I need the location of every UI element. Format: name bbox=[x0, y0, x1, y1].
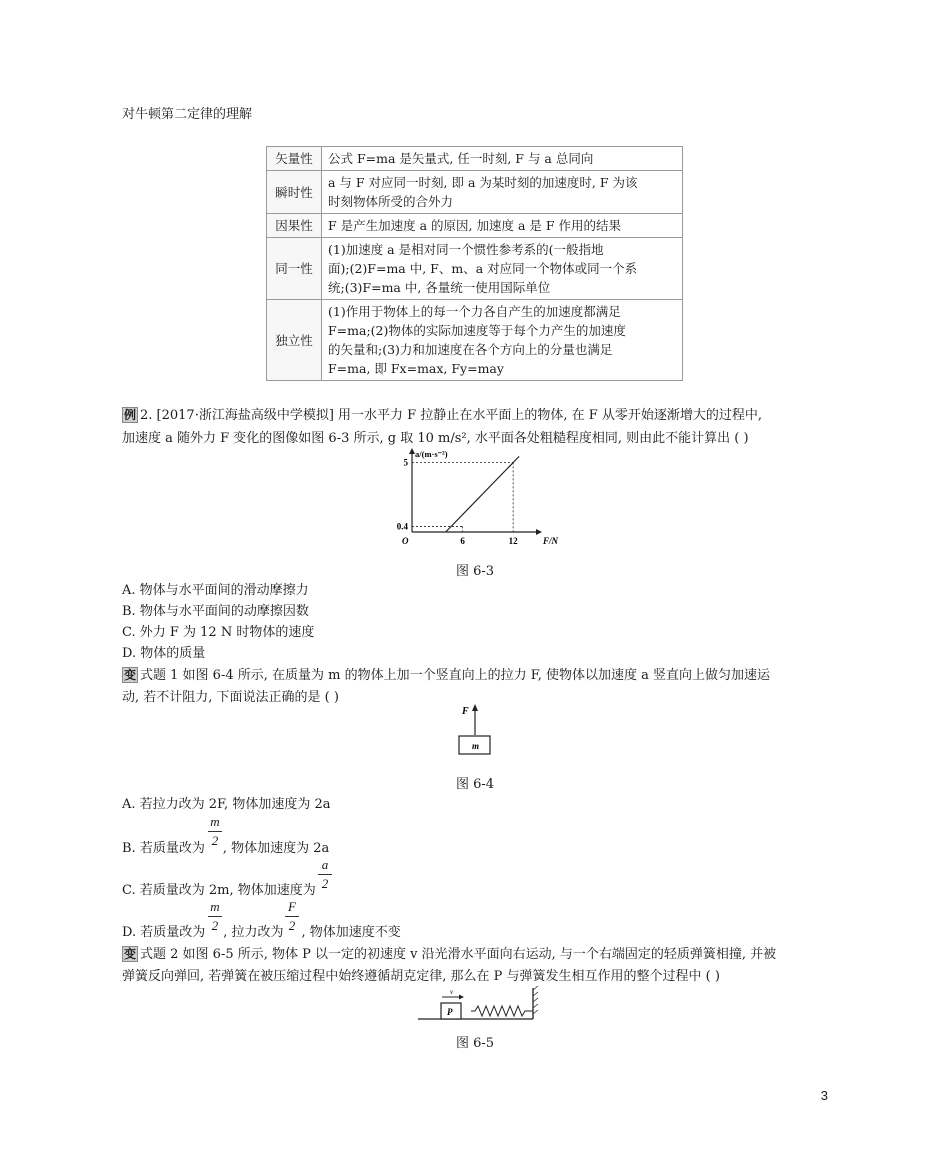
origin-label: O bbox=[402, 536, 409, 546]
example2-text1: 2. [2017·浙江海盐高级中学模拟] 用一水平力 F 拉静止在水平面上的物体, 在 F 从零开始逐渐增大的过程中, bbox=[140, 408, 763, 423]
table-row bbox=[267, 238, 683, 300]
table-value-line: 统;(3)F=ma 中, 各量统一使用国际单位 bbox=[328, 280, 551, 295]
newton-second-law-table bbox=[266, 146, 683, 381]
velocity-arrow-head bbox=[459, 995, 464, 1000]
table-value-line: 的矢量和;(3)力和加速度在各个方向上的分量也满足 bbox=[328, 342, 613, 357]
table-row bbox=[267, 171, 683, 214]
x-tick-label: 6 bbox=[460, 536, 465, 546]
table-value-line: a 与 F 对应同一时刻, 即 a 为某时刻的加速度时, F 为该 bbox=[328, 175, 638, 190]
force-arrow-head bbox=[472, 704, 478, 711]
example2-option-a: A. 物体与水平面间的滑动摩擦力 bbox=[122, 583, 309, 598]
y-tick-label: 5 bbox=[403, 457, 408, 468]
table-key-cell: 瞬时性 bbox=[267, 171, 322, 214]
table-value-cell bbox=[322, 238, 683, 300]
variant1-text1: 式题 1 如图 6-4 所示, 在质量为 m 的物体上加一个竖直向上的拉力 F, 使物体以加速度 a 竖直向上做匀加速运 bbox=[140, 668, 771, 683]
block-p-label: P bbox=[447, 1007, 453, 1017]
table-row bbox=[267, 214, 683, 238]
figure-6-5-caption: 图 6-5 bbox=[455, 1036, 495, 1051]
fraction-m-over-2-d: m 2 bbox=[208, 899, 222, 934]
variant1-option-a: A. 若拉力改为 2F, 物体加速度为 2a bbox=[122, 797, 331, 812]
x-tick-label: 12 bbox=[508, 536, 518, 546]
velocity-label: v bbox=[450, 988, 454, 996]
wall-hatching bbox=[533, 986, 538, 1014]
variant1-option-c: C. 若质量改为 2m, 物体加速度为 bbox=[122, 883, 316, 898]
example2-option-d: D. 物体的质量 bbox=[122, 646, 206, 661]
variant1-option-b: B. 若质量改为 , 物体加速度为 2a bbox=[122, 841, 330, 856]
table-value-line: 面);(2)F=ma 中, F、m、a 对应同一个物体或同一个系 bbox=[328, 261, 638, 276]
table-value-cell bbox=[322, 300, 683, 381]
example2-line2: 加速度 a 随外力 F 变化的图像如图 6-3 所示, g 取 10 m/s², 水平面各处粗糙程度相同, 则由此不能计算出 ( ) bbox=[122, 431, 749, 446]
figure-6-3-chart bbox=[380, 448, 560, 548]
table-value-line: (1)加速度 a 是相对同一个惯性参考系的(一般指地 bbox=[328, 242, 604, 257]
y-tick-label: 0.4 bbox=[396, 521, 408, 532]
example2-line1 bbox=[122, 407, 762, 425]
spring bbox=[471, 1006, 533, 1016]
variant1-line1 bbox=[122, 667, 770, 685]
x-axis-arrow bbox=[536, 529, 542, 535]
table-value-cell bbox=[322, 171, 683, 214]
table-row bbox=[267, 300, 683, 381]
fraction-f-over-2: F 2 bbox=[285, 899, 299, 934]
variant2-line1 bbox=[122, 946, 776, 964]
force-label: F bbox=[462, 706, 469, 717]
section-title: 对牛顿第二定律的理解 bbox=[122, 107, 253, 122]
figure-6-4-caption: 图 6-4 bbox=[455, 777, 495, 792]
table-value-line: (1)作用于物体上的每一个力各自产生的加速度都满足 bbox=[328, 304, 621, 319]
variant1-option-d: D. 若质量改为 , 拉力改为 , 物体加速度不变 bbox=[122, 925, 401, 940]
variant2-text1: 式题 2 如图 6-5 所示, 物体 P 以一定的初速度 v 沿光滑水平面向右运动, 与一个右端固定的轻质弹簧相撞, 并被 bbox=[140, 947, 777, 962]
page-number: 3 bbox=[820, 1088, 828, 1103]
table-value-line: 公式 F=ma 是矢量式, 任一时刻, F 与 a 总同向 bbox=[328, 151, 594, 166]
table-key-cell: 独立性 bbox=[267, 300, 322, 381]
table-row bbox=[267, 147, 683, 171]
fraction-a-over-2: a 2 bbox=[318, 857, 332, 892]
table-value-line: F=ma, 即 Fx=max, Fy=may bbox=[328, 361, 504, 376]
series-line bbox=[446, 456, 519, 532]
figure-6-4-diagram bbox=[450, 700, 500, 760]
variant2-line2: 弹簧反向弹回, 若弹簧在被压缩过程中始终遵循胡克定律, 那么在 P 与弹簧发生相互作用的整个过程中 ( ) bbox=[122, 969, 720, 984]
table-key-cell: 因果性 bbox=[267, 214, 322, 238]
figure-6-3-caption: 图 6-3 bbox=[455, 564, 495, 579]
fraction-m-over-2-b: m 2 bbox=[208, 814, 222, 849]
variant-tag-2: 变 bbox=[124, 947, 137, 961]
table-key-cell: 同一性 bbox=[267, 238, 322, 300]
table-value-line: F 是产生加速度 a 的原因, 加速度 a 是 F 作用的结果 bbox=[328, 218, 622, 233]
mass-label: m bbox=[472, 741, 480, 751]
figure-6-5-diagram bbox=[415, 984, 540, 1024]
table-value-line: 时刻物体所受的合外力 bbox=[328, 194, 454, 209]
table-value-cell bbox=[322, 214, 683, 238]
example2-option-b: B. 物体与水平面间的动摩擦因数 bbox=[122, 604, 309, 619]
variant-tag: 变 bbox=[124, 668, 137, 682]
table-key-cell: 矢量性 bbox=[267, 147, 322, 171]
x-axis-label: F/N bbox=[543, 536, 559, 546]
example2-option-c: C. 外力 F 为 12 N 时物体的速度 bbox=[122, 625, 315, 640]
variant1-line2: 动, 若不计阻力, 下面说法正确的是 ( ) bbox=[122, 690, 339, 705]
table-value-line: F=ma;(2)物体的实际加速度等于每个力产生的加速度 bbox=[328, 323, 626, 338]
table-value-cell bbox=[322, 147, 683, 171]
y-axis-label: a/(m·s⁻²) bbox=[415, 449, 448, 459]
example-tag: 例 bbox=[124, 408, 137, 422]
